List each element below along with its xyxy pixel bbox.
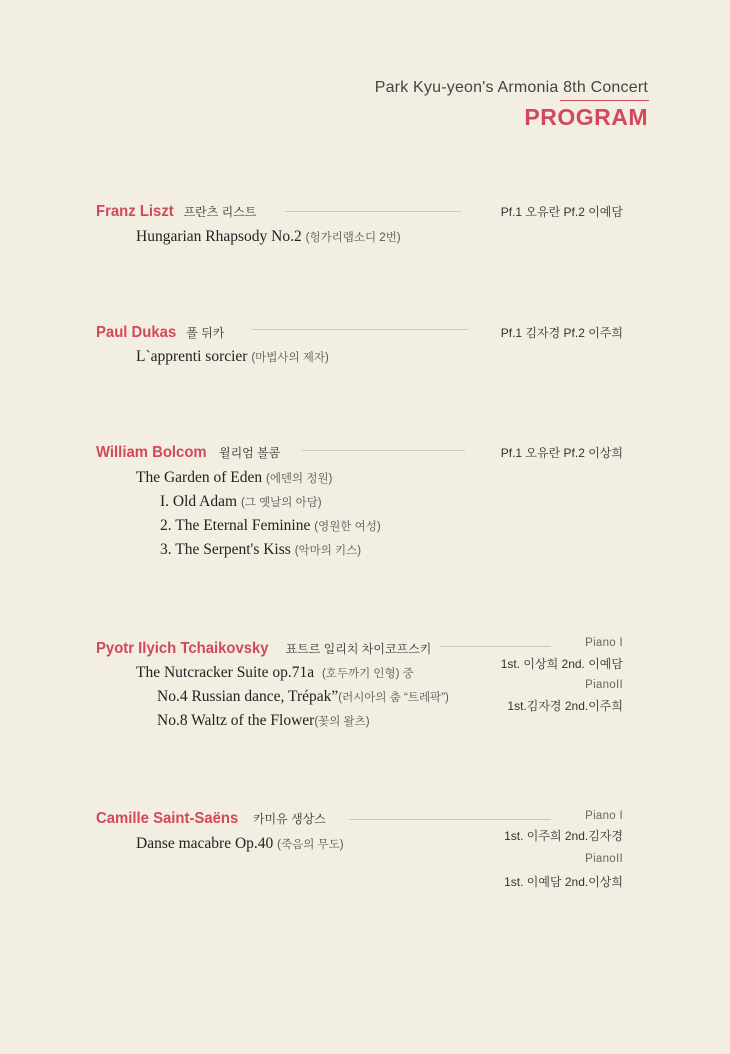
- movement: [157, 712, 370, 730]
- divider-line: [349, 819, 551, 820]
- composer-name-en: Camille Saint-Saëns: [96, 810, 239, 827]
- program-title: PROGRAM: [524, 104, 648, 130]
- work-title-ko: (마법사의 제자): [251, 352, 329, 364]
- work-title: [136, 348, 329, 366]
- work-title-en: Hungarian Rhapsody No.2: [136, 228, 302, 245]
- composer-name: [96, 810, 326, 828]
- divider-line: [440, 646, 551, 647]
- movement-title-ko: (그 옛날의 아담): [240, 497, 322, 509]
- movement: [160, 493, 322, 511]
- composer-name-ko: 폴 뒤카: [186, 326, 225, 340]
- piano-2-performers: 1st.김자경 2nd.이주희: [507, 699, 623, 713]
- composer-name-en: William Bolcom: [96, 444, 207, 461]
- movement-title-ko: (러시아의 춤 “트레팍”): [338, 692, 449, 704]
- work-title: [136, 664, 414, 682]
- piano-1-label: Piano I: [585, 810, 623, 822]
- piano-2-label: PianoII: [585, 679, 623, 691]
- performers: Pf.1 오유란 Pf.2 이상희: [500, 446, 623, 460]
- header-underline: [560, 100, 649, 101]
- movement: [160, 517, 381, 535]
- composer-name-en: Franz Liszt: [96, 203, 174, 220]
- work-title-en: L`apprenti sorcier: [136, 348, 248, 365]
- work-title-en: The Nutcracker Suite op.71a: [136, 664, 315, 681]
- composer-name: [96, 444, 280, 462]
- performers: Pf.1 김자경 Pf.2 이주희: [500, 326, 623, 340]
- divider-line: [285, 211, 461, 212]
- movement-title-en: 2. The Eternal Feminine: [160, 517, 311, 534]
- work-title-ko: (에덴의 정원): [265, 473, 333, 485]
- work-title-ko: (헝가리랩소디 2번): [305, 232, 401, 244]
- movement-title-en: 3. The Serpent's Kiss: [160, 541, 291, 558]
- piano-1-label: Piano I: [585, 637, 623, 649]
- movement: [160, 541, 361, 559]
- movement-title-en: I. Old Adam: [160, 493, 238, 510]
- divider-line: [302, 450, 465, 451]
- composer-name: [96, 203, 256, 221]
- piano-1-performers: 1st. 이주희 2nd.김자경: [504, 829, 623, 843]
- movement-title-ko: (악마의 키스): [294, 545, 362, 557]
- piano-2-label: PianoII: [585, 853, 623, 865]
- composer-name-ko: 윌리엄 볼콤: [218, 446, 281, 460]
- composer-name: [96, 324, 224, 342]
- composer-name-en: Pyotr Ilyich Tchaikovsky: [96, 640, 269, 657]
- movement: [157, 688, 449, 706]
- piano-1-performers: 1st. 이상희 2nd. 이예담: [500, 657, 623, 671]
- performers: Pf.1 오유란 Pf.2 이예담: [500, 205, 623, 219]
- work-title: [136, 228, 401, 246]
- piano-2-performers: 1st. 이예담 2nd.이상희: [504, 875, 623, 889]
- movement-title-ko: (꽃의 왈츠): [314, 716, 370, 728]
- composer-name-ko: 프란츠 리스트: [183, 205, 257, 219]
- movement-title-en: No.4 Russian dance, Trépak”: [157, 688, 339, 705]
- work-title-ko: (호두까기 인형) 중: [321, 668, 414, 680]
- concert-subtitle: Park Kyu-yeon's Armonia 8th Concert: [374, 79, 648, 96]
- work-title: [136, 835, 344, 853]
- composer-name-ko: 카미유 생상스: [252, 812, 326, 826]
- work-title-en: Danse macabre Op.40: [136, 835, 274, 852]
- movement-title-ko: (영원한 여성): [314, 521, 381, 533]
- composer-name-en: Paul Dukas: [96, 324, 177, 341]
- work-title: [136, 469, 332, 487]
- movement-title-en: No.8 Waltz of the Flower: [157, 712, 315, 729]
- work-title-en: The Garden of Eden: [136, 469, 263, 486]
- work-title-ko: (죽음의 무도): [277, 839, 344, 851]
- divider-line: [252, 329, 468, 330]
- composer-name: [96, 640, 431, 658]
- composer-name-ko: 표트르 일리치 차이코프스키: [285, 642, 432, 656]
